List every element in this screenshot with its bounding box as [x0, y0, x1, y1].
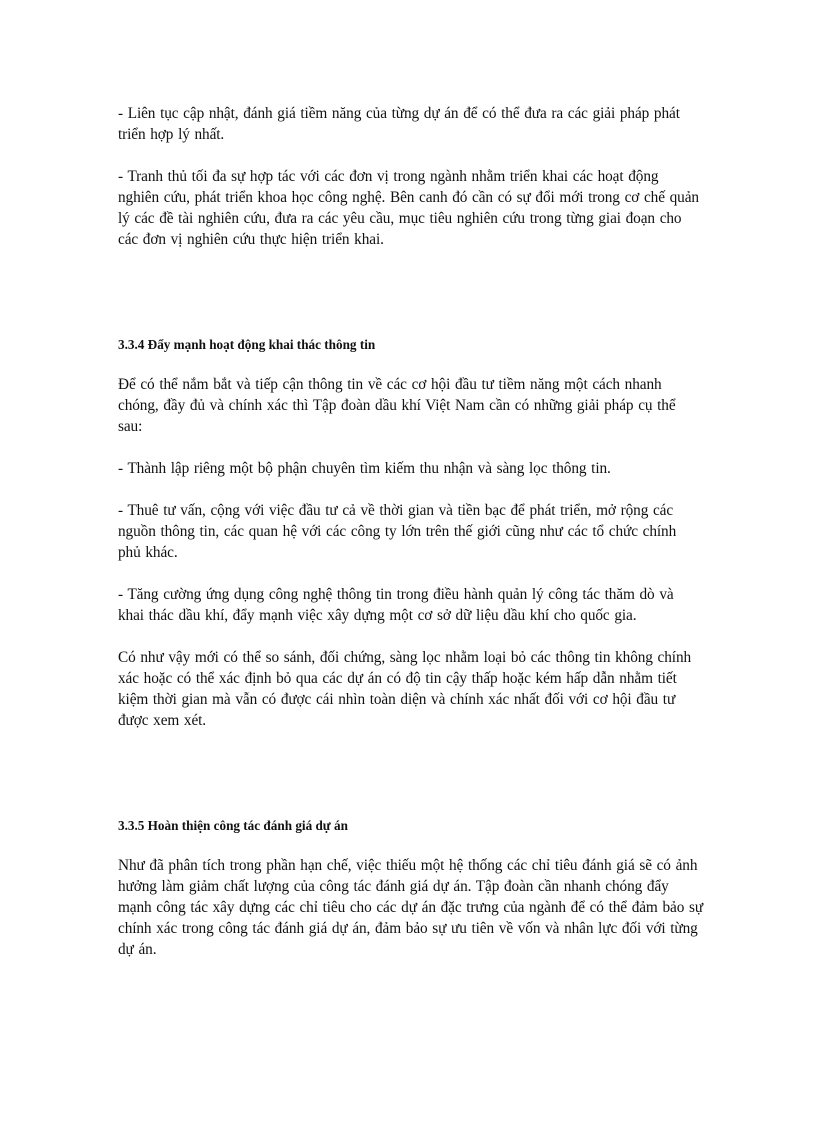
paragraph-consulting: - Thuê tư vấn, cộng với việc đầu tư cả về thời gian và tiền bạc để phát triển, mở rộng các nguồn thông tin, các quan hệ với các công ty lớn trên thế giới cũng như các tổ chức chính phủ khác. — [118, 502, 677, 561]
section-heading-3-3-5: 3.3.5 Hoàn thiện công tác đánh giá dự án — [118, 818, 348, 833]
paragraph-information-access: Để có thể nắm bắt và tiếp cận thông tin về các cơ hội đầu tư tiềm năng một cách nhanh chóng, đầy đủ và chính xác thì Tập đoàn dầu khí Việt Nam cần có những giải pháp cụ thể sau: — [118, 376, 676, 435]
paragraph-it-application: - Tăng cường ứng dụng công nghệ thông tin trong điều hành quản lý công tác thăm dò và khai thác dầu khí, đẩy mạnh việc xây dựng một cơ sở dữ liệu dầu khí cho quốc gia. — [118, 586, 674, 624]
paragraph-dedicated-department: - Thành lập riêng một bộ phận chuyên tìm kiếm thu nhận và sàng lọc thông tin. — [118, 460, 611, 477]
section-heading-3-3-4: 3.3.4 Đẩy mạnh hoạt động khai thác thông tin — [118, 337, 376, 352]
paragraph-update-evaluation: - Liên tục cập nhật, đánh giá tiềm năng của từng dự án để có thể đưa ra các giải pháp phát triển hợp lý nhất. — [118, 105, 680, 143]
paragraph-evaluation-criteria: Như đã phân tích trong phần hạn chế, việc thiếu một hệ thống các chỉ tiêu đánh giá sẽ có ảnh hưởng làm giảm chất lượng của công tác đánh giá dự án. Tập đoàn cần nhanh chóng đẩy mạnh công tác xây dựng các chỉ tiêu cho các dự án đặc trưng của ngành để có thể đảm bảo sự chính xác trong công tác đánh giá dự án, đảm bảo sự ưu tiên về vốn và nhân lực đối với từng dự án. — [118, 857, 704, 958]
paragraph-comparison: Có như vậy mới có thể so sánh, đối chứng, sàng lọc nhằm loại bỏ các thông tin không chính xác hoặc có thể xác định bỏ qua các dự án có độ tin cậy thấp hoặc kém hấp dẫn nhằm tiết kiệm thời gian mà vẫn có được cái nhìn toàn diện và chính xác nhất đối với cơ hội đầu tư được xem xét. — [118, 649, 692, 729]
document-body — [118, 103, 703, 960]
paragraph-cooperation: - Tranh thủ tối đa sự hợp tác với các đơn vị trong ngành nhằm triển khai các hoạt động nghiên cứu, phát triển khoa học công nghệ. Bên canh đó cần có sự đổi mới trong cơ chế quản lý các đề tài nghiên cứu, đưa ra các yêu cầu, mục tiêu nghiên cứu trong từng giai đoạn cho các đơn vị nghiên cứu thực hiện triển khai. — [118, 168, 699, 248]
